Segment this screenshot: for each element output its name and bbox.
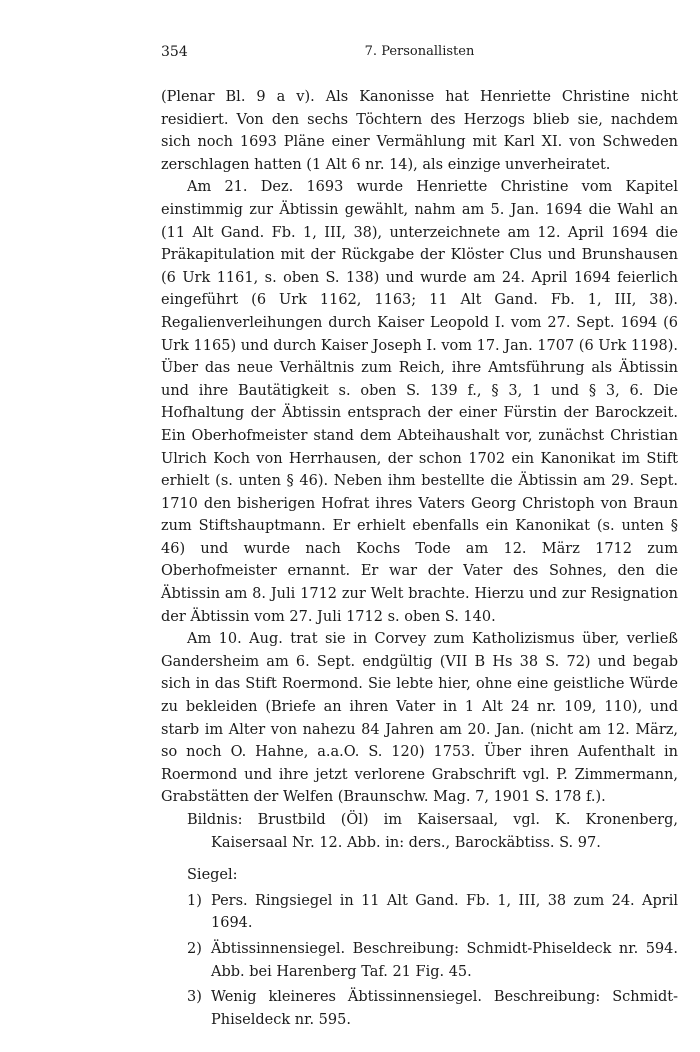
page-header <box>161 44 678 66</box>
paragraph-election: Am 21. Dez. 1693 wurde Henriette Christine vom Kapitel einstimmig zur Äbtissin gewählt, nahm am 5. Jan. 1694 die Wahl an (11 Alt Gand. Fb. 1, III, 38), unterzeichnete am 12. April 1694 die Präkapitulation mit der Rückgabe der Klöster Clus und Brunshausen (6 Urk 1161, s. oben S. 138) und wurde am 24. April 1694 feierlich eingeführt (6 Urk 1162, 1163; 11 Alt Gand. Fb. 1, III, 38). Regalienverleihungen durch Kaiser Leopold I. vom 27. Sept. 1694 (6 Urk 1165) und durch Kaiser Joseph I. vom 17. Jan. 1707 (6 Urk 1198). Über das neue Verhältnis zum Reich, ihre Amtsführung als Äbtissin und ihre Bautätigkeit s. oben S. 139 f., § 3, 1 und § 3, 6. Die Hofhaltung der Äbtissin entsprach der einer Fürstin der Barockzeit. Ein Oberhofmeister stand dem Abteihaushalt vor, zunächst Christian Ulrich Koch von Herrhausen, der schon 1702 ein Kanonikat im Stift erhielt (s. unten § 46). Neben ihm bestellte die Äbtissin am 29. Sept. 1710 den bisherigen Hofrat ihres Vaters Georg Christoph von Braun zum Stiftshauptmann. Er erhielt ebenfalls ein Kanonikat (s. unten § 46) und wurde nach Kochs Tode am 12. März 1712 zum Oberhofmeister ernannt. Er war der Vater des Sohnes, den die Äbtissin am 8. Juli 1712 zur Welt brachte. Hierzu und zur Resignation der Äbtissin vom 27. Juli 1712 s. oben S. 140. <box>161 179 679 625</box>
siegel-item-text: Pers. Ringsiegel in 11 Alt Gand. Fb. 1, III, 38 zum 24. April 1694. <box>211 892 678 932</box>
body-text <box>161 86 678 1034</box>
paragraph-continuation: (Plenar Bl. 9 a v). Als Kanonisse hat Henriette Christine nicht residiert. Von den sechs Töchtern des Herzogs blieb sie, nachdem sich noch 1693 Pläne einer Vermählung mit Karl XI. von Schweden zerschlagen hatten (1 Alt 6 nr. 14), als einzige unverheiratet. <box>161 89 678 173</box>
siegel-item-number: 2) <box>187 940 202 957</box>
running-head: 7. Personallisten <box>364 44 475 59</box>
paragraph-conversion: Am 10. Aug. trat sie in Corvey zum Katholizismus über, verließ Gandersheim am 6. Sept. endgültig (VII B Hs 38 S. 72) und begab sich in das Stift Roermond. Sie lebte hier, ohne eine geistliche Würde zu bekleiden (Briefe an ihren Vater in 1 Alt 24 nr. 109, 110), und starb im Alter von nahezu 84 Jahren am 20. Jan. (nicht am 12. März, so noch O. Hahne, a.a.O. S. 120) 1753. Über ihren Aufenthalt in Roermond und ihre jetzt verlorene Grabschrift vgl. P. Zimmermann, Grabstätten der Welfen (Braunschw. Mag. 7, 1901 S. 178 f.). <box>161 631 678 806</box>
siegel-item <box>161 890 678 935</box>
siegel-item <box>161 986 678 1031</box>
siegel-item-text: Wenig kleineres Äbtissinnensiegel. Beschreibung: Schmidt-Phiseldeck nr. 595. <box>211 989 678 1028</box>
page-number: 354 <box>161 44 188 60</box>
siegel-item-number: 3) <box>187 989 202 1006</box>
siegel-item-number: 1) <box>187 892 202 909</box>
siegel-list <box>161 890 678 1032</box>
siegel-item <box>161 938 678 983</box>
siegel-item-text: Äbtissinnensiegel. Beschreibung: Schmidt-Phiseldeck nr. 594. Abb. bei Harenberg Taf. 21 Fig. 45. <box>211 940 678 980</box>
siegel-label: Siegel: <box>187 867 238 884</box>
bildnis-entry: Bildnis: Brustbild (Öl) im Kaisersaal, vgl. K. Kronenberg, Kaisersaal Nr. 12. Abb. in: ders., Barockäbtiss. S. 97. <box>187 812 678 851</box>
